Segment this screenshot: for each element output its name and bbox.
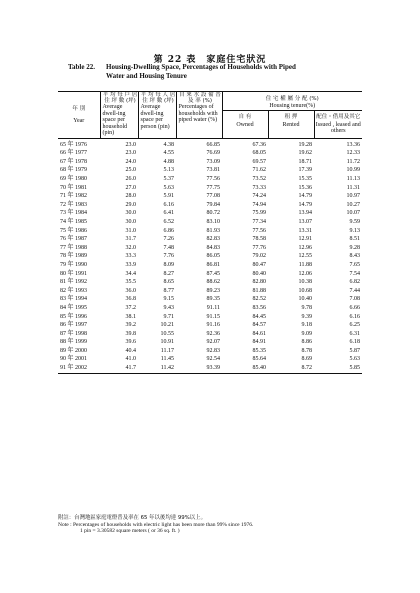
table-row xyxy=(58,138,362,149)
owned-cell: 71.62 xyxy=(252,167,266,174)
table-title-en xyxy=(68,63,368,81)
year-cell: 67 年 1978 xyxy=(60,158,88,165)
rented-cell: 12.96 xyxy=(298,244,312,251)
rented-cell: 9.39 xyxy=(301,313,312,320)
owned-cell: 84.91 xyxy=(252,339,266,346)
household-space-cell: 33.9 xyxy=(125,261,136,268)
person-space-cell: 9.43 xyxy=(163,304,174,311)
owned-cell: 78.58 xyxy=(252,236,266,243)
household-space-cell: 40.4 xyxy=(125,347,136,354)
year-cell: 88 年 1999 xyxy=(60,339,88,346)
table-notes xyxy=(58,515,378,535)
rented-cell: 8.72 xyxy=(301,365,312,372)
issued-cell: 12.33 xyxy=(346,150,361,157)
piped-water-cell: 82.83 xyxy=(206,236,220,243)
table-row xyxy=(58,304,362,313)
piped-water-cell: 77.56 xyxy=(206,176,220,182)
year-cell: 75 年 1986 xyxy=(60,227,88,234)
year-cell: 84 年 1995 xyxy=(60,304,88,311)
rented-cell: 11.88 xyxy=(298,261,312,268)
issued-cell: 6.66 xyxy=(349,304,361,311)
issued-cell: 11.13 xyxy=(346,176,361,182)
table-row xyxy=(58,330,362,339)
table-row xyxy=(58,192,362,201)
piped-water-cell: 80.72 xyxy=(206,210,220,217)
issued-cell: 8.43 xyxy=(349,253,361,260)
rented-cell: 17.39 xyxy=(298,167,312,174)
rented-cell: 14.79 xyxy=(298,201,312,208)
year-cell: 78 年 1989 xyxy=(60,253,88,260)
table-row xyxy=(58,209,362,218)
table-row xyxy=(58,355,362,364)
owned-cell: 73.33 xyxy=(252,184,266,191)
household-space-cell: 39.6 xyxy=(125,339,136,346)
rented-cell: 13.94 xyxy=(298,210,312,217)
piped-water-cell: 66.85 xyxy=(206,141,220,148)
person-space-cell: 5.13 xyxy=(163,167,174,174)
year-cell: 87 年 1998 xyxy=(60,330,88,337)
piped-water-cell: 92.83 xyxy=(206,347,220,354)
year-cell: 83 年 1994 xyxy=(60,296,88,303)
year-cell: 86 年 1997 xyxy=(60,322,88,329)
year-cell: 68 年 1979 xyxy=(60,167,88,174)
piped-water-cell: 93.39 xyxy=(206,365,220,372)
owned-cell: 77.56 xyxy=(252,227,266,234)
household-space-cell: 27.0 xyxy=(125,184,136,191)
owned-cell: 82.52 xyxy=(252,296,266,303)
rented-cell: 13.31 xyxy=(298,227,312,234)
piped-water-cell: 81.93 xyxy=(206,227,220,234)
piped-water-cell: 84.83 xyxy=(206,244,220,251)
table-row xyxy=(58,278,362,287)
household-space-cell: 24.0 xyxy=(125,158,136,165)
year-cell: 82 年 1993 xyxy=(60,287,88,294)
household-space-cell: 28.0 xyxy=(125,193,136,200)
owned-cell: 74.24 xyxy=(252,193,266,200)
owned-cell: 73.52 xyxy=(252,176,266,182)
year-cell: 70 年 1981 xyxy=(60,184,88,191)
issued-cell: 7.08 xyxy=(349,296,361,303)
rented-cell: 10.38 xyxy=(298,279,312,286)
person-space-cell: 6.86 xyxy=(163,227,174,234)
issued-cell: 10.07 xyxy=(346,210,361,217)
owned-cell: 84.45 xyxy=(252,313,266,320)
owned-cell: 85.64 xyxy=(252,356,266,363)
person-space-cell: 6.16 xyxy=(163,201,174,208)
rented-cell: 13.07 xyxy=(298,218,312,225)
piped-water-cell: 86.81 xyxy=(206,261,220,268)
note-pin: 1 pin = 3.30582 square meters ( or 36 sq. ft. ) xyxy=(80,528,180,535)
year-cell: 79 年 1990 xyxy=(60,261,88,268)
rented-cell: 8.69 xyxy=(301,356,312,363)
issued-cell: 7.44 xyxy=(349,287,361,294)
piped-water-cell: 89.23 xyxy=(206,287,220,294)
household-space-cell: 36.0 xyxy=(125,287,136,294)
piped-water-cell: 91.11 xyxy=(206,304,220,311)
issued-cell: 10.97 xyxy=(346,193,361,200)
table-row xyxy=(58,313,362,322)
household-space-cell: 41.0 xyxy=(125,356,136,363)
rented-cell: 12.91 xyxy=(298,236,312,243)
owned-cell: 83.56 xyxy=(252,304,266,311)
piped-water-cell: 86.05 xyxy=(206,253,220,260)
avg-person-space-header: 平 均 每 人 居 住 坪 數 (坪) Average dwell-ing space per person (pin) xyxy=(138,92,176,139)
person-space-cell: 7.48 xyxy=(163,244,174,251)
piped-water-cell: 92.36 xyxy=(206,330,220,337)
tenure-header: 住 宅 權 屬 分 配 (%) Housing tenure(%) xyxy=(222,92,362,111)
piped-water-cell: 76.69 xyxy=(206,150,220,157)
year-cell: 71 年 1982 xyxy=(60,193,88,200)
table-row xyxy=(58,227,362,236)
year-cell: 65 年 1976 xyxy=(60,141,88,148)
household-space-cell: 32.0 xyxy=(125,244,136,251)
rented-header: 租 押 Rented xyxy=(268,110,314,135)
piped-water-cell: 79.84 xyxy=(206,201,220,208)
table-row xyxy=(58,252,362,261)
rented-cell: 9.09 xyxy=(301,330,312,337)
year-cell: 80 年 1991 xyxy=(60,270,88,277)
avg-household-space-header: 平 均 每 戶 居 住 坪 數 (坪) Average dwell-ing space per household (pin) xyxy=(100,92,138,139)
household-space-cell: 39.2 xyxy=(125,322,136,329)
issued-cell: 6.18 xyxy=(349,339,361,346)
person-space-cell: 9.71 xyxy=(163,313,174,320)
table-row xyxy=(58,175,362,184)
person-space-cell: 10.21 xyxy=(160,322,174,329)
year-cell: 76 年 1987 xyxy=(60,236,88,243)
table-row xyxy=(58,166,362,175)
table-row xyxy=(58,364,362,373)
owned-cell: 69.57 xyxy=(252,158,266,165)
household-space-cell: 39.8 xyxy=(125,330,136,337)
piped-water-cell: 73.09 xyxy=(206,158,220,165)
household-space-cell: 33.3 xyxy=(125,253,136,260)
year-cell: 89 年 2000 xyxy=(60,347,88,354)
rented-cell: 15.35 xyxy=(298,176,312,182)
owned-cell: 80.40 xyxy=(252,270,266,277)
household-space-cell: 31.0 xyxy=(125,227,136,234)
table-title-line2: Water and Housing Tenure xyxy=(106,72,187,80)
issued-cell: 9.13 xyxy=(349,227,361,234)
piped-water-cell: 91.15 xyxy=(206,313,220,320)
piped-water-cell: 92.07 xyxy=(206,339,220,346)
person-space-cell: 4.55 xyxy=(163,150,174,157)
year-cell: 66 年 1977 xyxy=(60,150,88,157)
owned-cell: 85.35 xyxy=(252,347,266,354)
year-cell: 90 年 2001 xyxy=(60,356,88,363)
table-number: Table 22. xyxy=(68,63,95,71)
year-cell: 81 年 1992 xyxy=(60,279,88,286)
person-space-cell: 5.37 xyxy=(163,176,174,182)
owned-cell: 82.80 xyxy=(252,279,266,286)
household-space-cell: 34.4 xyxy=(125,270,136,277)
table-row xyxy=(58,158,362,167)
rented-cell: 12.55 xyxy=(298,253,312,260)
table-row xyxy=(58,295,362,304)
owned-cell: 79.02 xyxy=(252,253,266,260)
rented-cell: 18.71 xyxy=(298,158,312,165)
issued-cell: 5.87 xyxy=(349,347,361,354)
person-space-cell: 4.38 xyxy=(163,141,174,148)
rented-cell: 8.78 xyxy=(301,347,312,354)
year-cell: 85 年 1996 xyxy=(60,313,88,320)
owned-cell: 80.47 xyxy=(252,261,266,268)
person-space-cell: 10.55 xyxy=(160,330,174,337)
person-space-cell: 11.17 xyxy=(160,347,174,354)
issued-cell: 11.72 xyxy=(346,158,361,165)
person-space-cell: 11.45 xyxy=(160,356,174,363)
person-space-cell: 10.91 xyxy=(160,339,174,346)
piped-water-cell: 73.81 xyxy=(206,167,220,174)
rented-cell: 12.06 xyxy=(298,270,312,277)
household-space-cell: 36.8 xyxy=(125,296,136,303)
issued-cell: 10.99 xyxy=(346,167,361,174)
issued-cell: 6.16 xyxy=(349,313,361,320)
rented-cell: 10.68 xyxy=(298,287,312,294)
person-space-cell: 8.09 xyxy=(163,261,174,268)
person-space-cell: 4.88 xyxy=(163,158,174,165)
household-space-cell: 29.0 xyxy=(125,201,136,208)
issued-cell: 6.31 xyxy=(349,330,361,337)
table-title-zh: 第 22 表 家庭住宅狀況 xyxy=(153,55,267,65)
person-space-cell: 8.77 xyxy=(163,287,174,294)
issued-cell: 5.85 xyxy=(349,365,361,372)
year-cell: 69 年 1980 xyxy=(60,176,88,182)
table-row xyxy=(58,235,362,244)
person-space-cell: 5.91 xyxy=(163,193,174,200)
household-space-cell: 38.1 xyxy=(125,313,136,320)
piped-water-cell: 83.10 xyxy=(206,218,220,225)
household-space-cell: 30.0 xyxy=(125,210,136,217)
table-row xyxy=(58,347,362,356)
person-space-cell: 6.52 xyxy=(163,218,174,225)
table-row xyxy=(58,201,362,210)
owned-cell: 84.61 xyxy=(252,330,266,337)
table-row xyxy=(58,218,362,227)
rented-cell: 8.86 xyxy=(301,339,312,346)
piped-water-cell: 77.08 xyxy=(206,193,220,200)
piped-water-cell: 92.54 xyxy=(206,356,220,363)
issued-cell: 11.31 xyxy=(346,184,361,191)
household-space-cell: 30.0 xyxy=(125,218,136,225)
household-space-cell: 23.0 xyxy=(125,150,136,157)
owned-cell: 77.34 xyxy=(252,218,266,225)
rented-cell: 19.62 xyxy=(298,150,312,157)
issued-header: 配住・借用及其它 Issued , leased and others xyxy=(314,110,362,135)
rented-cell: 14.79 xyxy=(298,193,312,200)
issued-cell: 7.65 xyxy=(349,261,361,268)
piped-water-cell: 88.62 xyxy=(206,279,220,286)
table-row xyxy=(58,270,362,279)
piped-water-cell: 77.75 xyxy=(206,184,220,191)
table-row xyxy=(58,149,362,158)
person-space-cell: 9.15 xyxy=(163,296,174,303)
owned-cell: 74.94 xyxy=(252,201,266,208)
household-space-cell: 23.0 xyxy=(125,141,136,148)
note-zh: 附註：台灣地區家庭電燈普及率在 65 年以後均達 99%以上。 xyxy=(58,515,206,521)
issued-cell: 9.59 xyxy=(349,218,361,225)
person-space-cell: 8.65 xyxy=(163,279,174,286)
owned-cell: 84.57 xyxy=(252,322,266,329)
table-title-line1: Housing-Dwelling Space, Percentages of Households with Piped xyxy=(106,63,296,71)
table-row xyxy=(58,287,362,296)
year-header: 年 別 Year xyxy=(58,92,100,139)
owned-cell: 85.40 xyxy=(252,365,266,372)
owned-cell: 68.05 xyxy=(252,150,266,157)
table-body xyxy=(58,138,362,373)
owned-header: 自 有 Owned xyxy=(222,110,268,135)
owned-cell: 77.76 xyxy=(252,244,266,251)
issued-cell: 5.63 xyxy=(349,356,361,363)
issued-cell: 10.27 xyxy=(346,201,361,208)
rented-cell: 9.78 xyxy=(301,304,312,311)
owned-cell: 67.36 xyxy=(252,141,266,148)
piped-water-cell: 91.16 xyxy=(206,322,220,329)
table-row xyxy=(58,244,362,253)
issued-cell: 13.36 xyxy=(346,141,361,148)
table-row xyxy=(58,184,362,193)
rented-cell: 10.40 xyxy=(298,296,312,303)
household-space-cell: 25.0 xyxy=(125,167,136,174)
year-cell: 77 年 1988 xyxy=(60,244,88,251)
note-en: Note : Percentages of households with electric light has been more than 99% since 1976. xyxy=(58,521,254,528)
owned-cell: 81.88 xyxy=(252,287,266,294)
person-space-cell: 6.41 xyxy=(163,210,174,217)
table-row xyxy=(58,338,362,347)
rented-cell: 15.36 xyxy=(298,184,312,191)
piped-water-cell: 89.35 xyxy=(206,296,220,303)
person-space-cell: 5.63 xyxy=(163,184,174,191)
rented-cell: 19.28 xyxy=(298,141,312,148)
piped-water-header: 自 來 水 設 備 普 及 率 (%) Percentages of households with piped water (%) xyxy=(176,92,222,139)
year-cell: 73 年 1984 xyxy=(60,210,88,217)
owned-cell: 75.99 xyxy=(252,210,266,217)
issued-cell: 6.25 xyxy=(349,322,361,329)
household-space-cell: 41.7 xyxy=(125,365,136,372)
person-space-cell: 7.26 xyxy=(163,236,174,243)
person-space-cell: 8.27 xyxy=(163,270,174,277)
household-space-cell: 35.5 xyxy=(125,279,136,286)
issued-cell: 9.28 xyxy=(349,244,361,251)
year-cell: 72 年 1983 xyxy=(60,201,88,208)
year-cell: 91 年 2002 xyxy=(60,365,88,372)
rented-cell: 9.18 xyxy=(301,322,312,329)
household-space-cell: 26.0 xyxy=(125,176,136,182)
person-space-cell: 7.76 xyxy=(163,253,174,260)
person-space-cell: 11.42 xyxy=(160,365,174,372)
piped-water-cell: 87.45 xyxy=(206,270,220,277)
year-cell: 74 年 1985 xyxy=(60,218,88,225)
table-row xyxy=(58,321,362,330)
issued-cell: 8.51 xyxy=(349,236,361,243)
housing-table xyxy=(58,91,362,376)
issued-cell: 7.54 xyxy=(349,270,361,277)
household-space-cell: 37.2 xyxy=(125,304,136,311)
table-row xyxy=(58,261,362,270)
household-space-cell: 31.7 xyxy=(125,236,136,243)
issued-cell: 6.82 xyxy=(349,279,361,286)
